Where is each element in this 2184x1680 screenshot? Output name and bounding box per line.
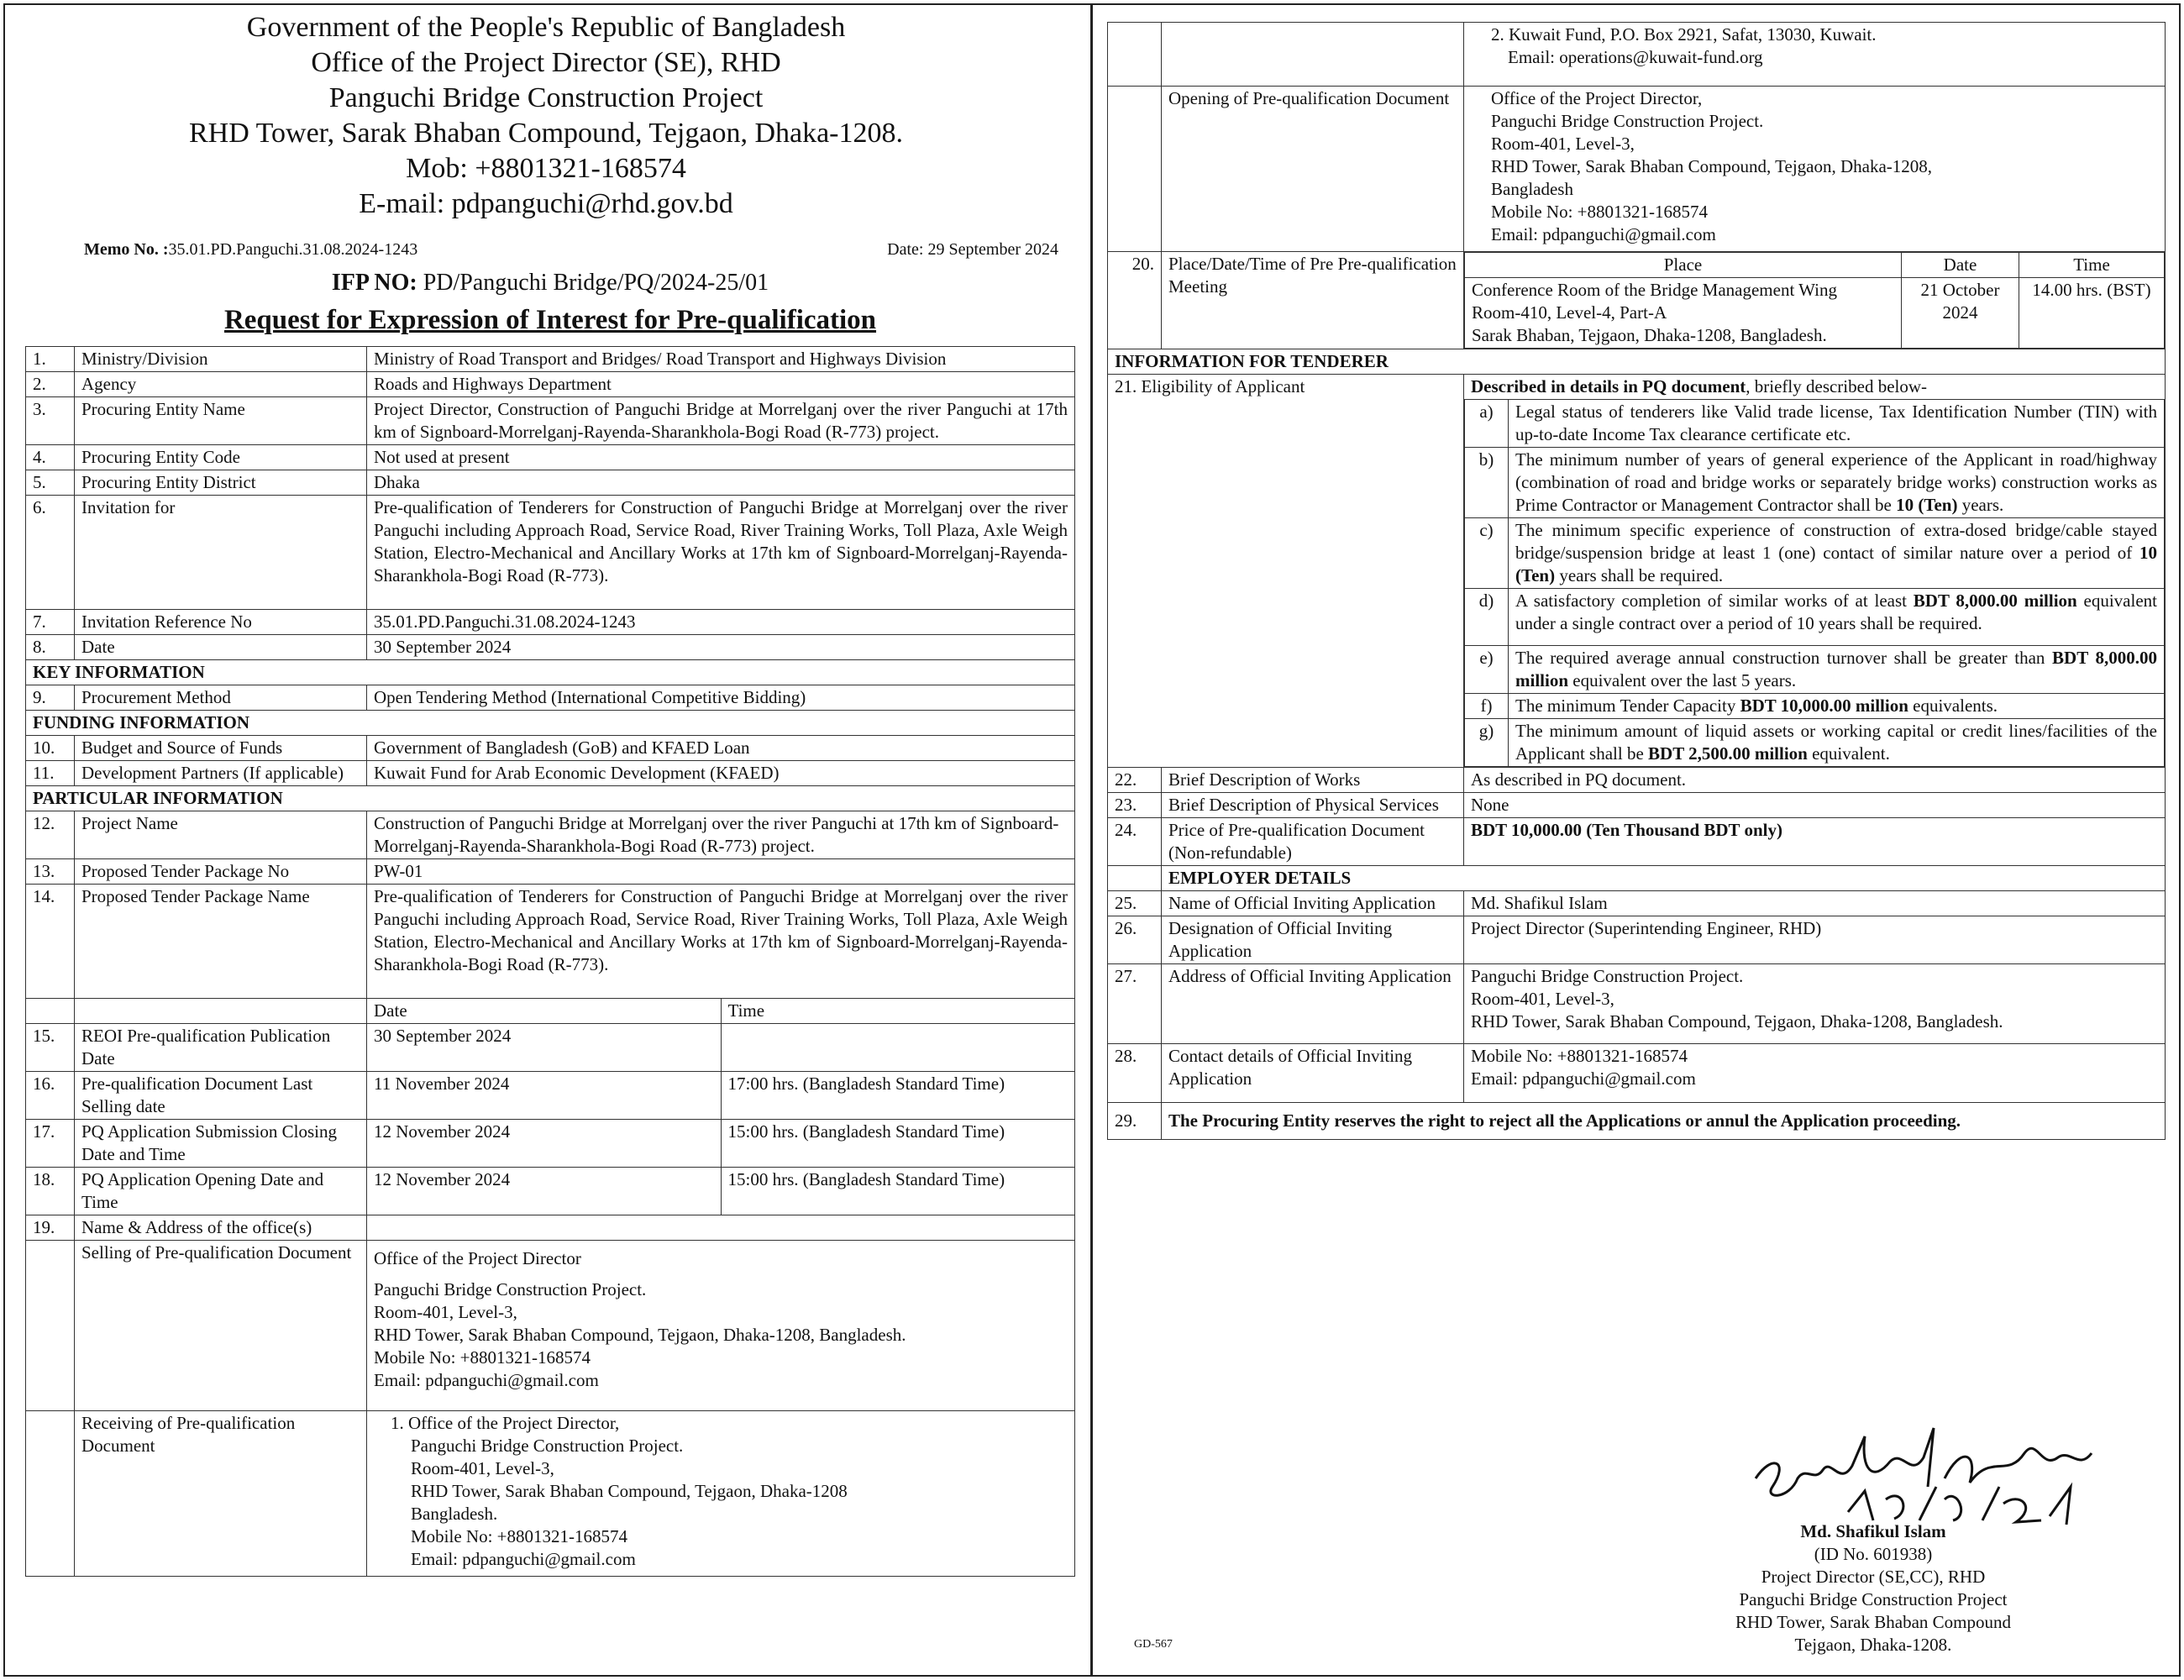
section-heading: PARTICULAR INFORMATION bbox=[26, 786, 1075, 811]
table-row: 3. Procuring Entity Name Project Director, Construction of Panguchi Bridge at Morrelganj over the river Panguchi at 17th km of Signboard-Morrelganj-Rayenda-Sharankhola-Bogi Road (R-773) project. bbox=[26, 397, 1075, 445]
list-item: g) The minimum amount of liquid assets or working capital or credit lines/facilities of the Applicant shall be BDT 2,500.00 million equivalent. bbox=[1465, 719, 2165, 767]
column-divider bbox=[1090, 3, 1093, 1677]
table-row: 20. Place/Date/Time of Pre Pre-qualification Meeting Place Date Time Conference Room of the Bridge Management Wing Room-410, Level-4, Part-A Sarak Bhaban, Tejgaon, Dhaka-1208, Bangladesh. 21 October 2024 14.00 hrs. (BST) bbox=[1108, 252, 2166, 349]
left-column bbox=[25, 0, 1075, 1577]
letterhead-line: E-mail: pdpanguchi@rhd.gov.bd bbox=[359, 188, 733, 219]
table-row: 8. Date 30 September 2024 bbox=[26, 635, 1075, 660]
table-row: 19. Name & Address of the office(s) bbox=[26, 1215, 1075, 1241]
signatory-designation: Project Director (SE,CC), RHD bbox=[1761, 1567, 1986, 1587]
table-header-row: Date Time bbox=[26, 999, 1075, 1024]
table-row: 18. PQ Application Opening Date and Time 12 November 2024 15:00 hrs. (Bangladesh Standard Time) bbox=[26, 1168, 1075, 1215]
right-column bbox=[1107, 22, 2166, 1140]
table-row: 14. Proposed Tender Package Name Pre-qualification of Tenderers for Construction of Panguchi Bridge at Morrelganj over the river Panguchi including Approach Road, Service Road, River Training Works, Toll Plaza, Axle Weigh Station, Electro-Mechanical and Ancillary Works at 17th km of Signboard-Morrelganj-Rayenda-Sharankhola-Bogi Road (R-773). bbox=[26, 885, 1075, 999]
eligibility-list bbox=[1464, 399, 2165, 767]
table-row: 9. Procurement Method Open Tendering Method (International Competitive Bidding) bbox=[26, 685, 1075, 711]
table-row: 27. Address of Official Inviting Application Panguchi Bridge Construction Project. Room-401, Level-3, RHD Tower, Sarak Bhaban Compound, Tejgaon, Dhaka-1208, Bangladesh. bbox=[1108, 964, 2166, 1044]
table-row: 28. Contact details of Official Inviting Application Mobile No: +8801321-168574 Email: pdpanguchi@gmail.com bbox=[1108, 1044, 2166, 1103]
list-item: c) The minimum specific experience of construction of extra-dosed bridge/cable stayed bridge/suspension bridge at least 1 (one) contact of similar nature over a period of 10 (Ten) years shall be required. bbox=[1465, 518, 2165, 589]
table-row: 10. Budget and Source of Funds Government of Bangladesh (GoB) and KFAED Loan bbox=[26, 736, 1075, 761]
table-row: Receiving of Pre-qualification Document 1. Office of the Project Director, Panguchi Bridge Construction Project. Room-401, Level-3, RHD Tower, Sarak Bhaban Compound, Tejgaon, Dhaka-1208 Bangladesh. Mobile No: +8801321-168574 Email: pdpanguchi@gmail.com bbox=[26, 1411, 1075, 1577]
signatory-name: Md. Shafikul Islam bbox=[1800, 1521, 1946, 1541]
table-row: 26. Designation of Official Inviting Application Project Director (Superintending Engineer, RHD) bbox=[1108, 916, 2166, 964]
list-item: a) Legal status of tenderers like Valid trade license, Tax Identification Number (TIN) with up-to-date Income Tax clearance certificate etc. bbox=[1465, 400, 2165, 448]
table-row: 24. Price of Pre-qualification Document (Non-refundable) BDT 10,000.00 (Ten Thousand BDT only) bbox=[1108, 818, 2166, 866]
memo-number: Memo No. :35.01.PD.Panguchi.31.08.2024-1243 bbox=[84, 240, 418, 259]
signature-block bbox=[1579, 1420, 2167, 1656]
memo-line bbox=[84, 240, 1058, 260]
table-row: 16. Pre-qualification Document Last Selling date 11 November 2024 17:00 hrs. (Bangladesh Standard Time) bbox=[26, 1072, 1075, 1120]
table-row: 15. REOI Pre-qualification Publication Date 30 September 2024 bbox=[26, 1024, 1075, 1072]
letterhead-line: Mob: +8801321-168574 bbox=[406, 153, 686, 184]
signatory-address: RHD Tower, Sarak Bhaban Compound bbox=[1735, 1612, 2011, 1632]
table-row: 11. Development Partners (If applicable) Kuwait Fund for Arab Economic Development (KFAED) bbox=[26, 761, 1075, 786]
list-item: e) The required average annual construction turnover shall be greater than BDT 8,000.00 million equivalent over the last 5 years. bbox=[1465, 646, 2165, 694]
table-row: 29. The Procuring Entity reserves the right to reject all the Applications or annul the Application proceeding. bbox=[1108, 1103, 2166, 1140]
list-item: d) A satisfactory completion of similar works of at least BDT 8,000.00 million equivalent under a single contract over a period of 10 years shall be required. bbox=[1465, 589, 2165, 646]
table-row: 5. Procuring Entity District Dhaka bbox=[26, 470, 1075, 496]
table-row: 2. Kuwait Fund, P.O. Box 2921, Safat, 13030, Kuwait. Email: operations@kuwait-fund.org bbox=[1108, 23, 2166, 87]
left-table bbox=[25, 346, 1075, 1577]
page-title: Request for Expression of Interest for Pre-qualification bbox=[223, 305, 877, 335]
table-row: 7. Invitation Reference No 35.01.PD.Panguchi.31.08.2024-1243 bbox=[26, 610, 1075, 635]
section-heading: FUNDING INFORMATION bbox=[26, 711, 1075, 736]
ifp-number: IFP NO: PD/Panguchi Bridge/PQ/2024-25/01 bbox=[331, 270, 769, 296]
letterhead-line: RHD Tower, Sarak Bhaban Compound, Tejgaon, Dhaka-1208. bbox=[188, 118, 904, 149]
table-row: 22. Brief Description of Works As described in PQ document. bbox=[1108, 768, 2166, 793]
letterhead-line: Government of the People's Republic of Bangladesh bbox=[246, 12, 846, 43]
signatory-id: (ID No. 601938) bbox=[1814, 1544, 1933, 1564]
table-row: 6. Invitation for Pre-qualification of Tenderers for Construction of Panguchi Bridge at Morrelganj over the river Panguchi including Approach Road, Service Road, River Training Works, Toll Plaza, Axle Weigh Station, Electro-Mechanical and Ancillary Works at 17th km of Signboard-Morrelganj-Rayenda-Sharankhola-Bogi Road (R-773). bbox=[26, 496, 1075, 610]
table-row: Selling of Pre-qualification Document Office of the Project Director Panguchi Bridge Construction Project. Room-401, Level-3, RHD Tower, Sarak Bhaban Compound, Tejgaon, Dhaka-1208, Bangladesh. Mobile No: +8801321-168574 Email: pdpanguchi@gmail.com bbox=[26, 1241, 1075, 1411]
section-heading: EMPLOYER DETAILS bbox=[1108, 866, 2166, 891]
table-row: 17. PQ Application Submission Closing Date and Time 12 November 2024 15:00 hrs. (Bangladesh Standard Time) bbox=[26, 1120, 1075, 1168]
list-item: b) The minimum number of years of general experience of the Applicant in road/highway (combination of road and bridge works or separately bridge works) construction works as Prime Contractor or Management Contractor shall be 10 (Ten) years. bbox=[1465, 448, 2165, 518]
letterhead bbox=[8, 0, 1084, 222]
table-row: 12. Project Name Construction of Panguchi Bridge at Morrelganj over the river Panguchi at 17th km of Signboard-Morrelganj-Rayenda-Sharankhola-Bogi Road (R-773) project. bbox=[26, 811, 1075, 859]
table-row: 21. Eligibility of Applicant Described in details in PQ document, briefly described below- a) Legal status of tenderers like Valid trade license, Tax Identification Number (TIN) with up-to-date Income Tax clearance certificate etc. b) The minimum number of years of general experience of the Applicant in road/highway (combination of road and bridge works or separately bridge works) construction works as Prime Contractor or Management Contractor shall be 10 (Ten) years. c) The minimum specific experience of construction of extra-dosed bridge/cable stayed bridge/suspension bridge at least 1 (one) contact of similar nature over a period of 10 (Ten) years shall be required. d) A satisfactory completion of similar works of at least BDT 8,000.00 million equivalent under a single contract over a period of 10 years shall be required. e) The required average annual construction turnover shall be greater than BDT 8,000.00 million equivalent over the last 5 years. f) The minimum Tender Capacity BDT 10,000.00 million equivalents. g) The minimum amount of liquid assets or working capital or credit lines/facilities of the Applicant shall be BDT 2,500.00 million equivalent. bbox=[1108, 375, 2166, 768]
signatory-address: Tejgaon, Dhaka-1208. bbox=[1794, 1635, 1952, 1655]
meeting-table: Place Date Time Conference Room of the Bridge Management Wing Room-410, Level-4, Part-A Sarak Bhaban, Tejgaon, Dhaka-1208, Bangladesh. 21 October 2024 14.00 hrs. (BST) bbox=[1464, 252, 2165, 349]
table-row: 2. Agency Roads and Highways Department bbox=[26, 372, 1075, 397]
letterhead-line: Panguchi Bridge Construction Project bbox=[328, 82, 764, 113]
table-row: 25. Name of Official Inviting Application Md. Shafikul Islam bbox=[1108, 891, 2166, 916]
table-row: 1. Ministry/Division Ministry of Road Transport and Bridges/ Road Transport and Highways Division bbox=[26, 347, 1075, 372]
list-item: f) The minimum Tender Capacity BDT 10,000.00 million equivalents. bbox=[1465, 694, 2165, 719]
table-row: 23. Brief Description of Physical Services None bbox=[1108, 793, 2166, 818]
letterhead-line: Office of the Project Director (SE), RHD bbox=[311, 47, 781, 78]
memo-date: Date: 29 September 2024 bbox=[887, 240, 1058, 259]
right-table bbox=[1107, 22, 2166, 1140]
footer-code: GD-567 bbox=[1134, 1638, 1173, 1651]
table-row: 13. Proposed Tender Package No PW-01 bbox=[26, 859, 1075, 885]
signatory-project: Panguchi Bridge Construction Project bbox=[1739, 1589, 2008, 1609]
table-row: Opening of Pre-qualification Document Office of the Project Director, Panguchi Bridge Construction Project. Room-401, Level-3, RHD Tower, Sarak Bhaban Compound, Tejgaon, Dhaka-1208, Bangladesh Mobile No: +8801321-168574 Email: pdpanguchi@gmail.com bbox=[1108, 87, 2166, 252]
table-row: 4. Procuring Entity Code Not used at present bbox=[26, 445, 1075, 470]
section-heading: INFORMATION FOR TENDERER bbox=[1108, 349, 2166, 375]
section-heading: KEY INFORMATION bbox=[26, 660, 1075, 685]
